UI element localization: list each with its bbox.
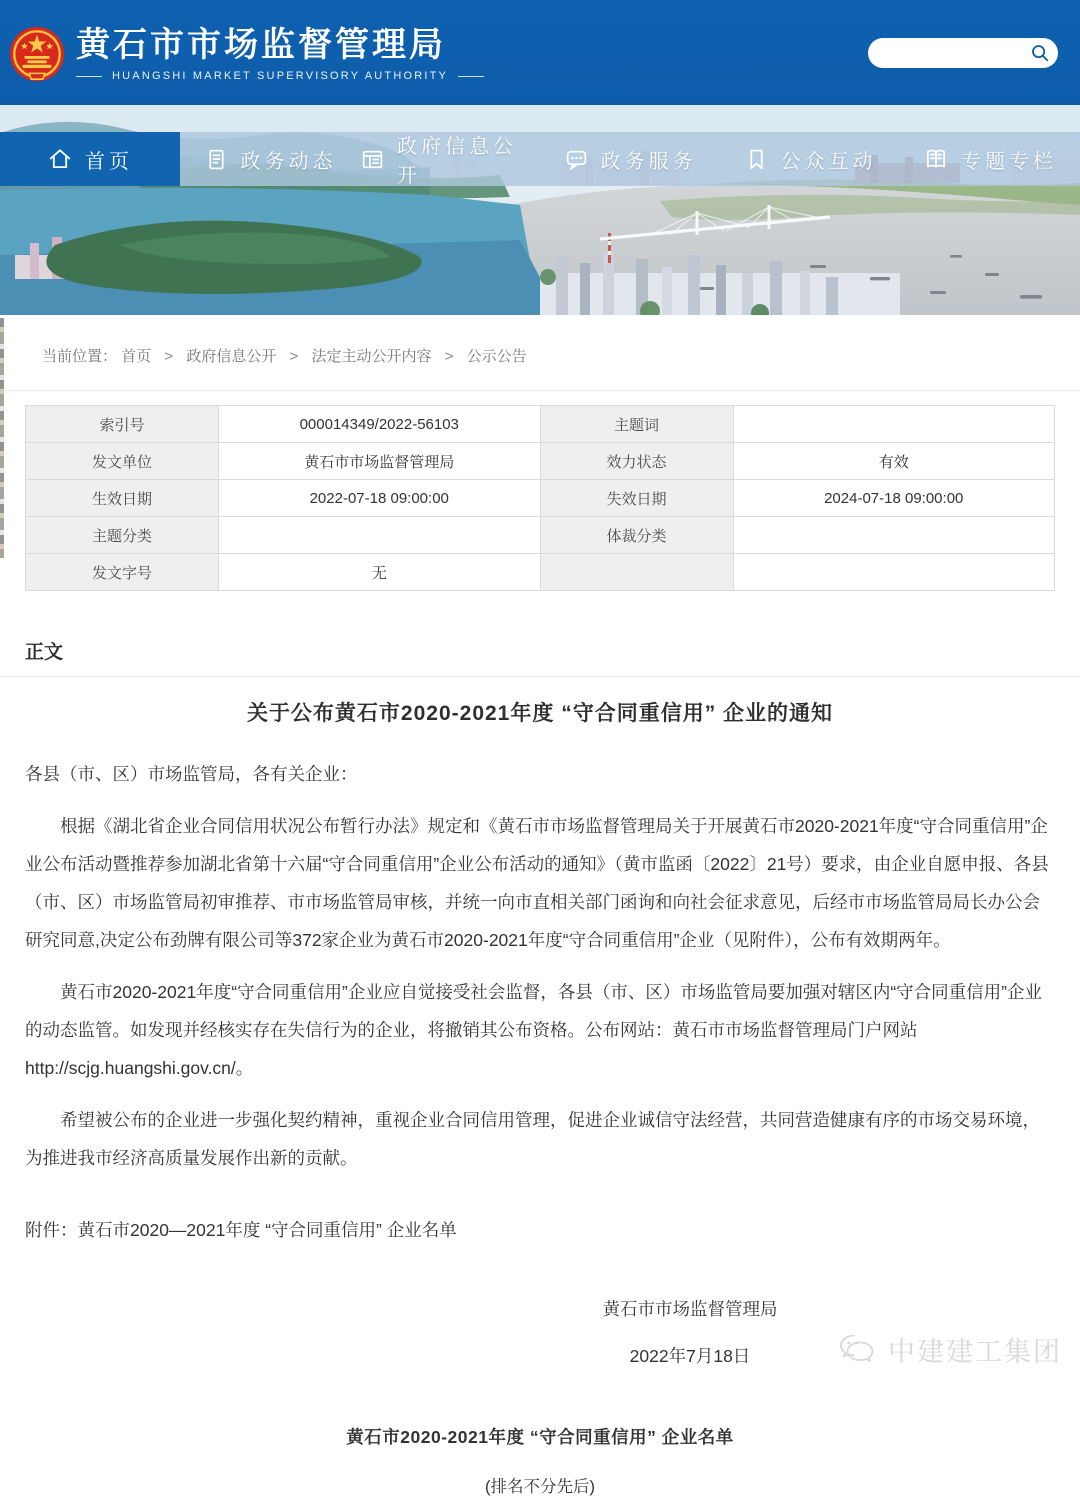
nav-label: 政务服务 [600, 150, 697, 173]
nav-label: 首页 [85, 150, 133, 173]
article-section-label: 正文 [25, 642, 64, 663]
watermark-text: 中建建工集团 [888, 1337, 1062, 1367]
news-icon [204, 147, 229, 172]
document-meta-section [0, 391, 1080, 591]
meta-label: 效力状态 [540, 443, 733, 480]
nav-item-special-columns[interactable] [900, 132, 1080, 186]
table-row [26, 480, 1055, 517]
meta-value: 无 [219, 554, 541, 591]
breadcrumb-separator: > [164, 348, 174, 365]
article-salutation: 各县（市、区）市场监管局，各有关企业： [25, 764, 358, 784]
breadcrumb [0, 315, 1080, 391]
section-divider [0, 676, 1080, 677]
article-paragraph: 黄石市2020-2021年度“守合同重信用”企业应自觉接受社会监督，各县（市、区）市场监管局要加强对辖区内“守合同重信用”企业的动态监管。如发现并经核实存在失信行为的企业，将撤销其公布资格。公布网站：黄石市市场监督管理局门户网站 http://scjg.huangshi.gov.cn/。 [25, 982, 1042, 1078]
search-input[interactable] [882, 44, 1030, 61]
hero-banner [0, 105, 1080, 315]
appendix-note: (排名不分先后) [485, 1478, 595, 1496]
nav-item-news[interactable] [180, 132, 360, 186]
nav-label: 公众互动 [780, 150, 877, 173]
nav-item-services[interactable] [540, 132, 720, 186]
meta-value [733, 406, 1055, 443]
search-button[interactable] [1030, 43, 1050, 63]
book-icon [923, 146, 949, 172]
chat-service-icon [564, 147, 589, 172]
home-icon [47, 146, 73, 172]
breadcrumb-item-gov-info[interactable]: 政府信息公开 [186, 348, 277, 365]
breadcrumb-item-home[interactable]: 首页 [121, 348, 152, 365]
decor-dash-right [458, 76, 484, 77]
meta-label: 主题分类 [26, 517, 219, 554]
attachment-line: 附件：黄石市2020—2021年度 “守合同重信用” 企业名单 [25, 1220, 457, 1240]
meta-label: 体裁分类 [540, 517, 733, 554]
meta-label: 发文单位 [26, 443, 219, 480]
table-row [26, 406, 1055, 443]
meta-label [540, 554, 733, 591]
meta-label: 失效日期 [540, 480, 733, 517]
meta-value [219, 517, 541, 554]
breadcrumb-item-statutory[interactable]: 法定主动公开内容 [311, 348, 432, 365]
signer-name: 黄石市市场监督管理局 [602, 1299, 778, 1319]
search-icon [1030, 43, 1050, 63]
meta-label: 发文字号 [26, 554, 219, 591]
wechat-icon [838, 1332, 880, 1368]
header-search [868, 38, 1058, 68]
meta-label: 主题词 [540, 406, 733, 443]
meta-value [733, 517, 1055, 554]
article-title: 关于公布黄石市2020-2021年度 “守合同重信用” 企业的通知 [246, 702, 834, 725]
site-brand [76, 25, 484, 82]
main-nav [0, 132, 1080, 186]
site-subtitle: HUANGSHI MARKET SUPERVISORY AUTHORITY [112, 70, 449, 82]
meta-value: 黄石市市场监督管理局 [219, 443, 541, 480]
document-meta-table [25, 405, 1055, 591]
site-header [0, 0, 1080, 105]
nav-item-home[interactable] [0, 132, 180, 186]
article-paragraph: 希望被公布的企业进一步强化契约精神，重视企业合同信用管理，促进企业诚信守法经营，共同营造健康有序的市场交易环境，为推进我市经济高质量发展作出新的贡献。 [25, 1110, 1040, 1168]
article-body [25, 755, 1055, 1177]
meta-label: 生效日期 [26, 480, 219, 517]
breadcrumb-separator: > [289, 348, 299, 365]
meta-value [733, 554, 1055, 591]
site-subtitle-row [76, 70, 484, 82]
screen-edge-artifact [0, 318, 4, 558]
meta-value: 2022-07-18 09:00:00 [219, 480, 541, 517]
table-row [26, 554, 1055, 591]
nav-item-interaction[interactable] [720, 132, 900, 186]
breadcrumb-prefix: 当前位置： [42, 348, 118, 365]
article-paragraph: 根据《湖北省企业合同信用状况公布暂行办法》规定和《黄石市市场监督管理局关于开展黄石市2020-2021年度“守合同重信用”企业公布活动暨推荐参加湖北省第十六届“守合同重信用”企业公布活动的通知》（黄市监函〔2022〕21号）要求，由企业自愿申报、各县（市、区）市场监管局初审推荐、市市场监管局审核，并统一向市直相关部门函询和向社会征求意见，后经市市场监管局局长办公会研究同意,决定公布劲牌有限公司等372家企业为黄石市2020-2021年度“守合同重信用”企业（见附件），公布有效期两年。 [25, 816, 1049, 950]
table-row [26, 443, 1055, 480]
national-emblem-logo [8, 25, 66, 87]
bookmark-icon [744, 147, 769, 172]
appendix-heading [25, 1424, 1055, 1497]
info-window-icon [360, 147, 385, 172]
site-title: 黄石市市场监督管理局 [76, 26, 446, 64]
breadcrumb-separator: > [444, 348, 454, 365]
meta-value: 2024-07-18 09:00:00 [733, 480, 1055, 517]
nav-item-gov-info[interactable] [360, 132, 540, 186]
nav-label: 专题专栏 [961, 150, 1057, 173]
nav-label: 政府信息公开 [397, 136, 517, 187]
signature-date: 2022年7月18日 [629, 1346, 751, 1366]
appendix-title: 黄石市2020-2021年度 “守合同重信用” 企业名单 [346, 1427, 734, 1447]
meta-value: 000014349/2022-56103 [219, 406, 541, 443]
meta-value: 有效 [733, 443, 1055, 480]
watermark [838, 1330, 1062, 1369]
breadcrumb-item-notices[interactable]: 公示公告 [466, 348, 527, 365]
table-row [26, 517, 1055, 554]
decor-dash-left [76, 76, 102, 77]
nav-label: 政务动态 [240, 150, 337, 173]
meta-label: 索引号 [26, 406, 219, 443]
